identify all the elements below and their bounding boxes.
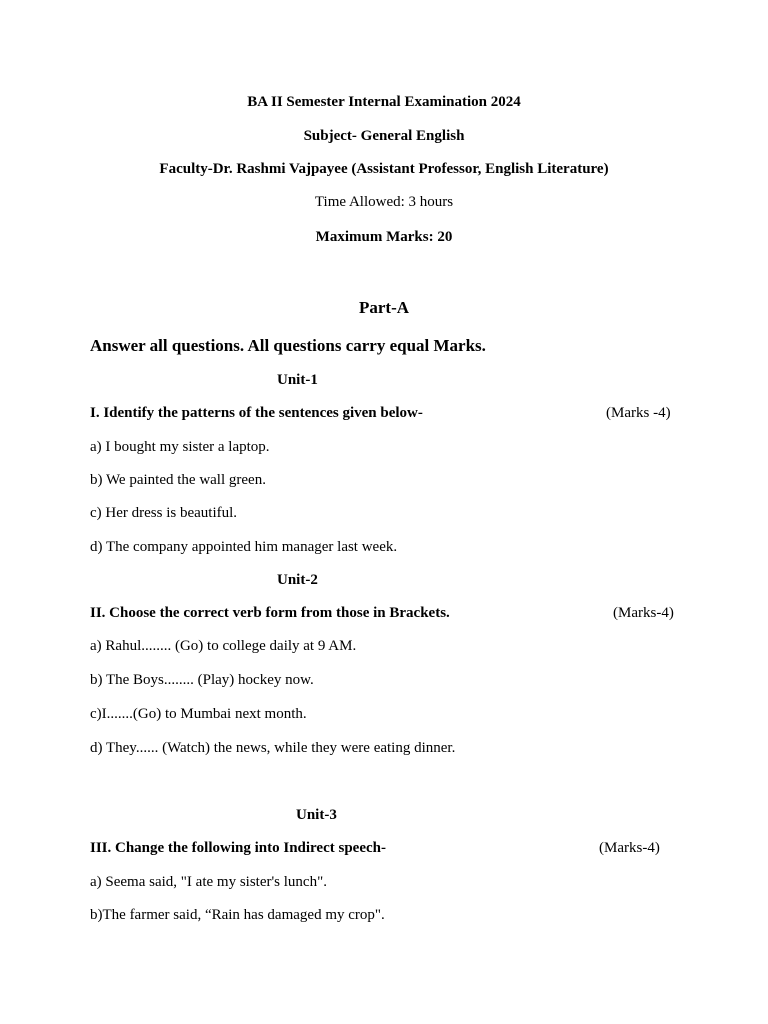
question-3-marks: (Marks-4) — [599, 840, 660, 856]
list-item: d) They...... (Watch) the news, while they were eating dinner. — [90, 740, 456, 756]
list-item: d) The company appointed him manager last week. — [90, 539, 398, 555]
list-item: a) Seema said, "I ate my sister's lunch". — [90, 874, 327, 890]
list-item: a) Rahul........ (Go) to college daily at 9 AM. — [90, 638, 357, 654]
question-2: II. Choose the correct verb form from those in Brackets. — [90, 605, 450, 621]
list-item: b) The Boys........ (Play) hockey now. — [90, 672, 314, 688]
unit-2-title: Unit-2 — [277, 572, 318, 588]
question-1: I. Identify the patterns of the sentences given below- — [90, 405, 423, 421]
question-1-marks: (Marks -4) — [606, 405, 671, 421]
time-allowed: Time Allowed: 3 hours — [314, 194, 454, 210]
part-title: Part-A — [358, 298, 410, 317]
list-item: a) I bought my sister a laptop. — [90, 439, 270, 455]
question-2-marks: (Marks-4) — [613, 605, 674, 621]
unit-3-title: Unit-3 — [296, 807, 337, 823]
list-item: b) We painted the wall green. — [90, 472, 266, 488]
question-3: III. Change the following into Indirect speech- — [90, 840, 386, 856]
subject-line: Subject- General English — [303, 128, 465, 144]
list-item: c)I.......(Go) to Mumbai next month. — [90, 706, 307, 722]
list-item: c) Her dress is beautiful. — [90, 505, 238, 521]
list-item: b)The farmer said, “Rain has damaged my crop". — [90, 907, 385, 923]
maximum-marks: Maximum Marks: 20 — [315, 229, 453, 245]
unit-1-title: Unit-1 — [277, 372, 318, 388]
instruction: Answer all questions. All questions carry equal Marks. — [90, 336, 486, 355]
exam-title: BA II Semester Internal Examination 2024 — [247, 94, 521, 110]
faculty-line: Faculty-Dr. Rashmi Vajpayee (Assistant Professor, English Literature) — [159, 161, 609, 177]
